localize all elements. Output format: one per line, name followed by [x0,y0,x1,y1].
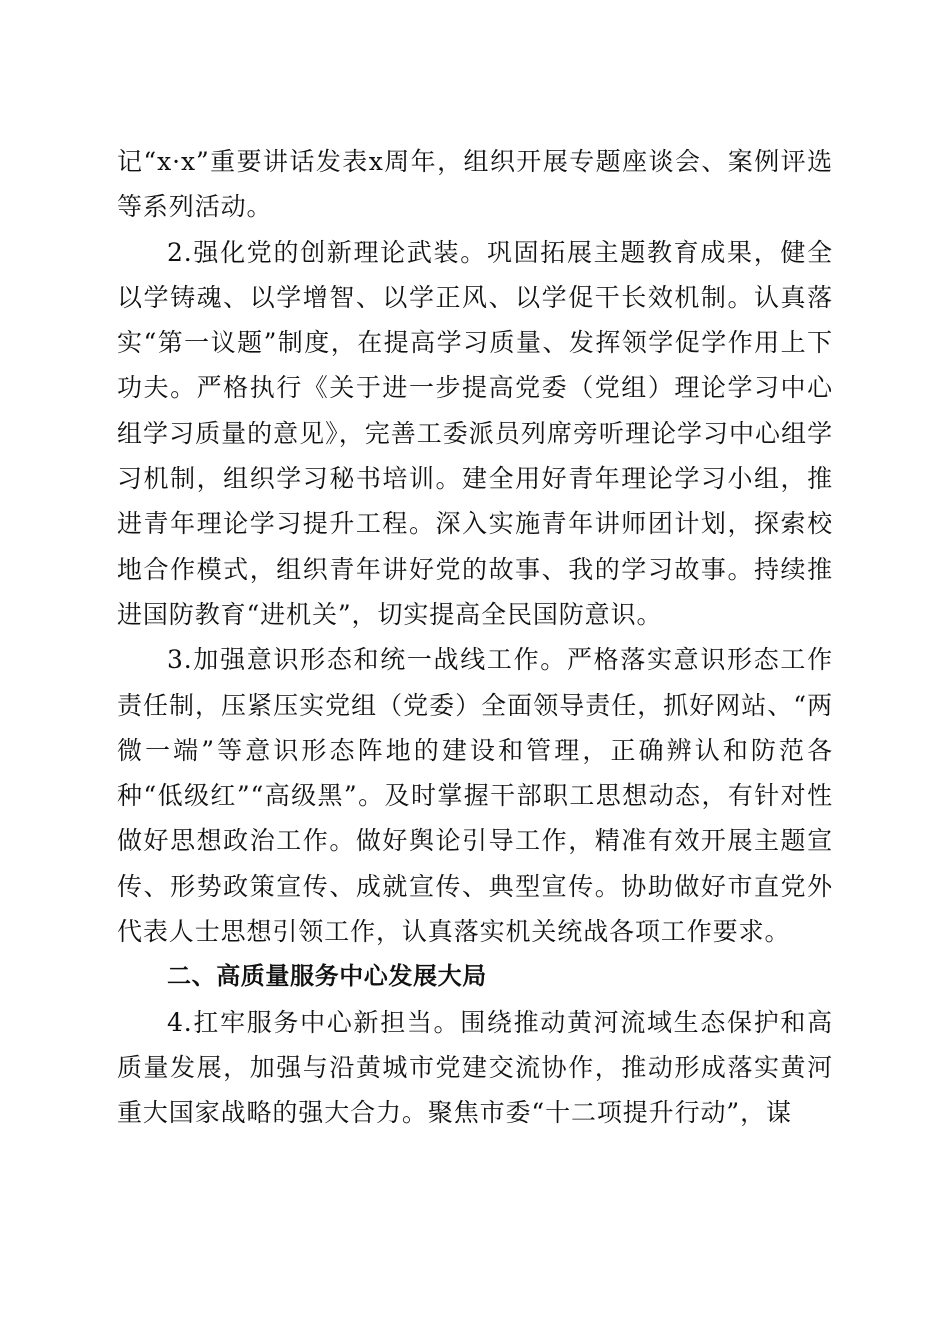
paragraph-2-theory-study: 2.强化党的创新理论武装。巩固拓展主题教育成果，健全以学铸魂、以学增智、以学正风、以学促干长效机制。认真落实“第一议题”制度，在提高学习质量、发挥领学促学作用上下功夫。严格执行《关于进一步提高党委（党组）理论学习中心组学习质量的意见》，完善工委派员列席旁听理论学习中心组学习机制，组织学习秘书培训。建全用好青年理论学习小组，推进青年理论学习提升工程。深入实施青年讲师团计划，探索校地合作模式，组织青年讲好党的故事、我的学习故事。持续推进国防教育“进机关”，切实提高全民国防意识。 [117,237,833,629]
document-body [117,139,833,1136]
paragraph-4-serve-center: 4.扛牢服务中心新担当。围绕推动黄河流域生态保护和高质量发展，加强与沿黄城市党建交流协作，推动形成落实黄河重大国家战略的强大合力。聚焦市委“十二项提升行动”，谋 [117,1007,833,1128]
section-heading: 二、高质量服务中心发展大局 [167,962,487,991]
paragraph-3-ideology-united-front: 3.加强意识形态和统一战线工作。严格落实意识形态工作责任制，压紧压实党组（党委）全面领导责任，抓好网站、“两微一端”等意识形态阵地的建设和管理，正确辨认和防范各种“低级红”“高级黑”。及时掌握干部职工思想动态，有针对性做好思想政治工作。做好舆论引导工作，精准有效开展主题宣传、形势政策宣传、成就宣传、典型宣传。协助做好市直党外代表人士思想引领工作，认真落实机关统战各项工作要求。 [117,645,833,947]
paragraph-continuation: 记“x·x”重要讲话发表x周年，组织开展专题座谈会、案例评选等系列活动。 [117,147,833,222]
